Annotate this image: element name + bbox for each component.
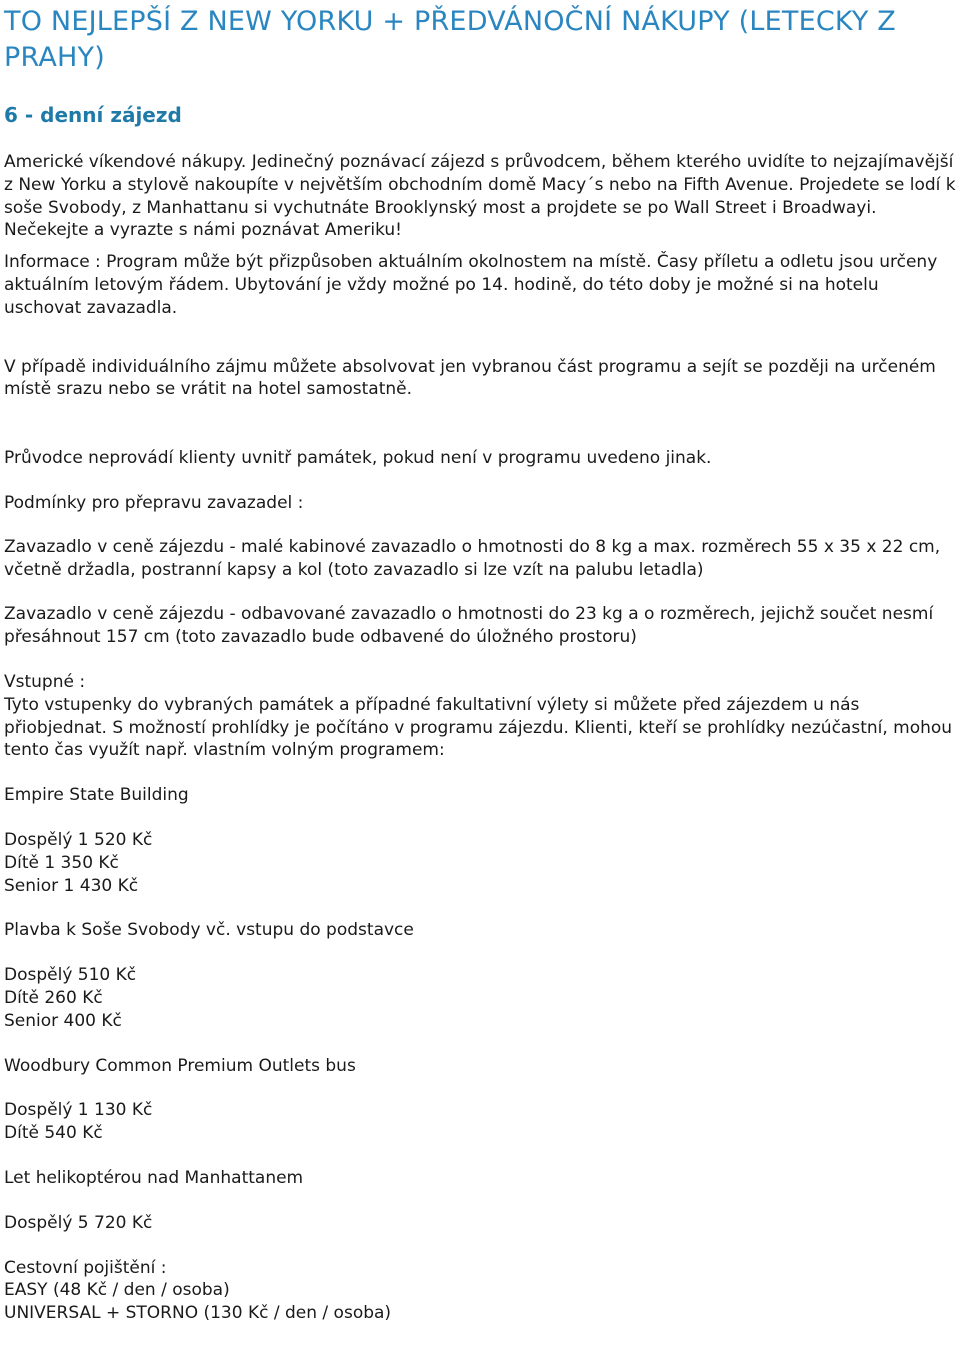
attraction-section bbox=[4, 1055, 956, 1145]
price-row: Dospělý 1 130 Kč bbox=[4, 1100, 153, 1121]
price-row: Dospělý 1 520 Kč bbox=[4, 829, 153, 850]
attraction-name: Empire State Building bbox=[4, 785, 189, 806]
trip-duration: 6 - denní zájezd bbox=[4, 103, 182, 127]
insurance-section bbox=[4, 1257, 956, 1325]
price-row: Senior 400 Kč bbox=[4, 1010, 122, 1031]
guide-paragraph: Průvodce neprovádí klienty uvnitř památek, pokud není v programu uvedeno jinak. bbox=[4, 448, 712, 469]
price-row: Dítě 1 350 Kč bbox=[4, 852, 119, 873]
cabin-luggage-paragraph: Zavazadlo v ceně zájezdu - malé kabinové zavazadlo o hmotnosti do 8 kg a max. rozměrech 55 x 35 x 22 cm, včetně držadla, postranní kapsy a kol (toto zavazadlo si lze vzít na palubu letadla) bbox=[4, 536, 941, 580]
price-row: Dítě 260 Kč bbox=[4, 987, 103, 1008]
entry-section bbox=[4, 671, 956, 762]
attraction-name: Plavba k Soše Svobody vč. vstupu do podstavce bbox=[4, 920, 414, 941]
price-row: Dospělý 510 Kč bbox=[4, 965, 137, 986]
entry-paragraph: Tyto vstupenky do vybraných památek a případné fakultativní výlety si můžete před zájezdem u nás přiobjednat. S možností prohlídky je počítáno v programu zájezdu. Klienti, kteří se prohlídky nezúčastní, mohou tento čas využít např. vlastním volným programem: bbox=[4, 694, 953, 761]
hold-luggage-paragraph: Zavazadlo v ceně zájezdu - odbavované zavazadlo o hmotnosti do 23 kg a o rozměrech, jejichž součet nesmí přesáhnout 157 cm (toto zavazadlo bude odbavené do úložného prostoru) bbox=[4, 604, 934, 648]
attraction-name: Woodbury Common Premium Outlets bus bbox=[4, 1055, 356, 1076]
info-paragraph: Informace : Program může být přizpůsoben aktuálním okolnostem na místě. Časy příletu a odletu jsou určeny aktuálním letovým řádem. Ubytování je vždy možné po 14. hodině, do této doby je možné si na hotelu uschovat zavazadla. bbox=[4, 252, 938, 318]
attraction-section bbox=[4, 919, 956, 1032]
price-row: Dítě 540 Kč bbox=[4, 1123, 103, 1144]
price-row: Dospělý 5 720 Kč bbox=[4, 1212, 153, 1233]
individual-paragraph: V případě individuálního zájmu můžete absolvovat jen vybranou část programu a sejít se později na určeném místě srazu nebo se vrátit na hotel samostatně. bbox=[4, 356, 936, 400]
price-row: Senior 1 430 Kč bbox=[4, 875, 139, 896]
attraction-name: Let helikoptérou nad Manhattanem bbox=[4, 1167, 304, 1188]
page-title: TO NEJLEPŠÍ Z NEW YORKU + PŘEDVÁNOČNÍ NÁKUPY (LETECKY Z PRAHY) bbox=[4, 6, 896, 73]
attraction-section bbox=[4, 1167, 956, 1235]
insurance-option: UNIVERSAL + STORNO (130 Kč / den / osoba) bbox=[4, 1303, 392, 1324]
insurance-heading: Cestovní pojištění : bbox=[4, 1257, 167, 1278]
attraction-section bbox=[4, 784, 956, 897]
intro-paragraph: Americké víkendové nákupy. Jedinečný poznávací zájezd s průvodcem, během kterého uvidíte to nejzajímavější z New Yorku a stylově nakoupíte v největším obchodním domě Macy´s nebo na Fifth Avenue. Projedete se lodí k soše Svobody, z Manhattanu si vychutnáte Brooklynský most a projdete se po Wall Street i Broadwayi. Nečekejte a vyrazte s námi poznávat Ameriku! bbox=[4, 152, 956, 241]
entry-heading: Vstupné : bbox=[4, 671, 86, 692]
document-page bbox=[4, 0, 956, 1325]
insurance-option: EASY (48 Kč / den / osoba) bbox=[4, 1280, 230, 1301]
luggage-heading: Podmínky pro přepravu zavazadel : bbox=[4, 492, 304, 513]
